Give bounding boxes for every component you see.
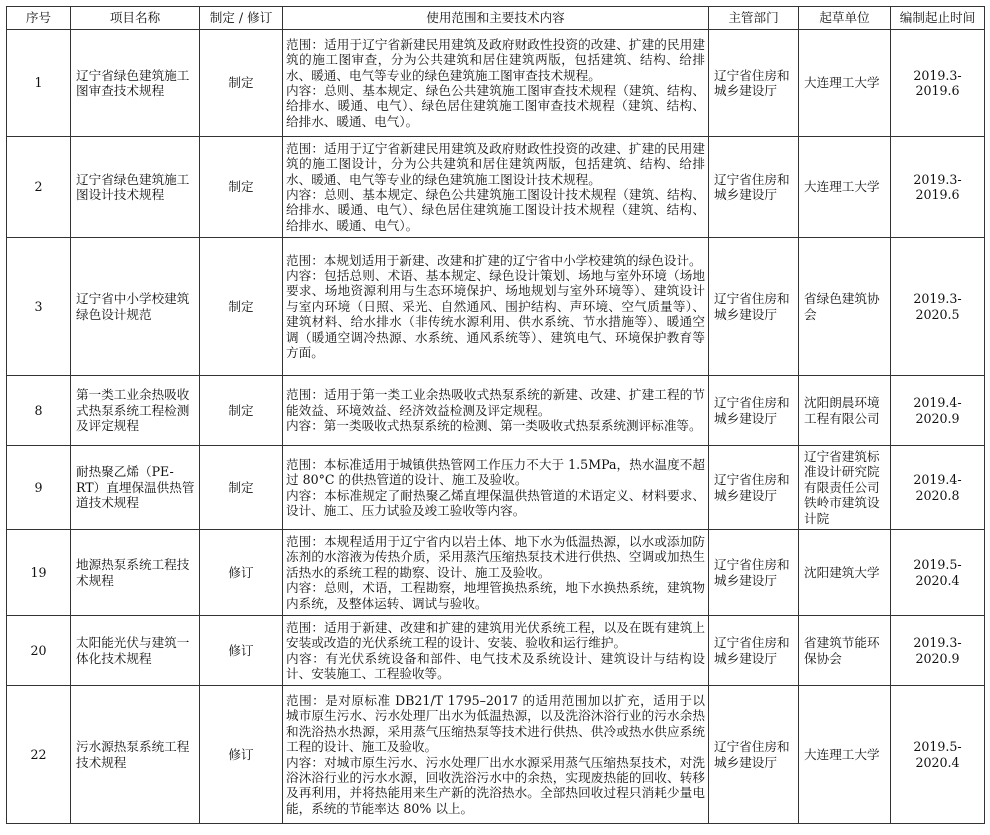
drafting-unit: 大连理工大学 — [799, 30, 891, 137]
content-text: 内容：对城市原生污水、污水处理厂出水水源采用蒸气压缩热泵技术，对洗浴沐浴行业的污水水源，回收洗浴污水中的余热，实现废热能的回收、转移及再利用，并将热能用来生产新的洗浴热水。全部热回收过程只消耗少量电能，系统的节能率达 80% 以上。 — [286, 754, 705, 816]
row-number: 22 — [7, 686, 71, 824]
table-row — [7, 686, 985, 824]
scope-text: 范围：适用于新建、改建和扩建的建筑用光伏系统工程，以及在既有建筑上安装或改造的光伏系统工程的设计、安装、验收和运行维护。 — [286, 619, 705, 651]
period: 2019.3-2020.5 — [891, 238, 985, 376]
drafting-unit: 大连理工大学 — [799, 686, 891, 824]
scope-cell — [283, 530, 709, 616]
content-text: 内容：有光伏系统设备和部件、电气技术及系统设计、建筑设计与结构设计、安装施工、工程验收等。 — [286, 650, 705, 681]
department: 辽宁省住房和城乡建设厅 — [709, 376, 799, 446]
department: 辽宁省住房和城乡建设厅 — [709, 238, 799, 376]
department: 辽宁省住房和城乡建设厅 — [709, 686, 799, 824]
department: 辽宁省住房和城乡建设厅 — [709, 30, 799, 137]
revision-type: 修订 — [200, 530, 283, 616]
table-row — [7, 30, 985, 137]
project-name: 污水源热泵系统工程技术规程 — [71, 686, 200, 824]
drafting-unit: 沈阳建筑大学 — [799, 530, 891, 616]
revision-type: 制定 — [200, 30, 283, 137]
period: 2019.3-2019.6 — [891, 30, 985, 137]
header-type: 制定 / 修订 — [200, 7, 283, 30]
period: 2019.4-2020.8 — [891, 446, 985, 530]
project-name: 辽宁省绿色建筑施工图审查技术规程 — [71, 30, 200, 137]
content-text: 内容：总则、基本规定、绿色公共建筑施工图设计技术规程（建筑、结构、给排水、暖通、电气）、绿色居住建筑施工图设计技术规程（建筑、结构、给排水、暖通、电气）。 — [286, 187, 705, 233]
scope-text: 范围：本标准适用于城镇供热管网工作压力不大于 1.5MPa，热水温度不超过 80°C 的供热管道的设计、施工及验收。 — [286, 456, 705, 488]
header-name: 项目名称 — [71, 7, 200, 30]
header-dept: 主管部门 — [709, 7, 799, 30]
period: 2019.4-2020.9 — [891, 376, 985, 446]
project-name: 太阳能光伏与建筑一体化技术规程 — [71, 616, 200, 686]
revision-type: 修订 — [200, 616, 283, 686]
project-name: 第一类工业余热吸收式热泵系统工程检测及评定规程 — [71, 376, 200, 446]
row-number: 20 — [7, 616, 71, 686]
drafting-unit: 辽宁省建筑标准设计研究院有限责任公司铁岭市建筑设计院 — [799, 446, 891, 530]
table-row — [7, 376, 985, 446]
revision-type: 制定 — [200, 238, 283, 376]
content-text: 内容：第一类吸收式热泵系统的检测、第一类吸收式热泵系统测评标准等。 — [286, 418, 702, 434]
revision-type: 制定 — [200, 446, 283, 530]
header-row — [7, 7, 985, 30]
scope-cell — [283, 30, 709, 137]
revision-type: 制定 — [200, 137, 283, 238]
period: 2019.5-2020.4 — [891, 686, 985, 824]
table-row — [7, 446, 985, 530]
header-drafter: 起草单位 — [799, 7, 891, 30]
department: 辽宁省住房和城乡建设厅 — [709, 446, 799, 530]
scope-text: 范围：适用于第一类工业余热吸收式热泵系统的新建、改建、扩建工程的节能效益、环境效益、经济效益检测及评定规程。 — [286, 387, 705, 418]
department: 辽宁省住房和城乡建设厅 — [709, 137, 799, 238]
scope-text: 范围：适用于辽宁省新建民用建筑及政府财政性投资的改建、扩建的民用建筑的施工图审查，分为公共建筑和居住建筑两版，包括建筑、结构、给排水、暖通、电气等专业的绿色建筑施工图审查技术规程。 — [286, 36, 705, 83]
scope-cell — [283, 446, 709, 530]
scope-cell — [283, 376, 709, 446]
department: 辽宁省住房和城乡建设厅 — [709, 530, 799, 616]
scope-cell — [283, 238, 709, 376]
scope-cell — [283, 686, 709, 824]
header-no: 序号 — [7, 7, 71, 30]
row-number: 1 — [7, 30, 71, 137]
project-name: 耐热聚乙烯（PE-RT）直埋保温供热管道技术规程 — [71, 446, 200, 530]
content-text: 内容：本标准规定了耐热聚乙烯直埋保温供热管道的术语定义、材料要求、设计、施工、压力试验及竣工验收等内容。 — [286, 487, 705, 518]
header-period: 编制起止时间 — [891, 7, 985, 30]
scope-text: 范围：本规划适用于新建、改建和扩建的辽宁省中小学校建筑的绿色设计。 — [286, 252, 702, 268]
period: 2019.3-2020.9 — [891, 616, 985, 686]
revision-type: 修订 — [200, 686, 283, 824]
content-text: 内容：总则，术语，工程勘察，地埋管换热系统，地下水换热系统，建筑物内系统，及整体运转、调试与验收。 — [286, 580, 705, 611]
table-row — [7, 137, 985, 238]
scope-cell — [283, 616, 709, 686]
table-row — [7, 238, 985, 376]
project-name: 辽宁省绿色建筑施工图设计技术规程 — [71, 137, 200, 238]
drafting-unit: 省绿色建筑协会 — [799, 238, 891, 376]
row-number: 3 — [7, 238, 71, 376]
period: 2019.3-2019.6 — [891, 137, 985, 238]
drafting-unit: 大连理工大学 — [799, 137, 891, 238]
drafting-unit: 省建筑节能环保协会 — [799, 616, 891, 686]
department: 辽宁省住房和城乡建设厅 — [709, 616, 799, 686]
content-text: 内容：总则、基本规定、绿色公共建筑施工图审查技术规程（建筑、结构、给排水、暖通、电气）、绿色居住建筑施工图审查技术规程（建筑、结构、给排水、暖通、电气）。 — [286, 83, 705, 129]
header-scope: 使用范围和主要技术内容 — [283, 7, 709, 30]
row-number: 2 — [7, 137, 71, 238]
scope-text: 范围：是对原标准 DB21/T 1795–2017 的适用范围加以扩充，适用于以城市原生污水、污水处理厂出水为低温热源，以及洗浴沐浴行业的污水余热和洗浴热水热源，采用蒸气压缩热泵等技术进行供热、供冷或热水供应系统工程的设计、施工及验收。 — [286, 692, 705, 755]
drafting-unit: 沈阳朗晨环境工程有限公司 — [799, 376, 891, 446]
row-number: 9 — [7, 446, 71, 530]
table-row — [7, 616, 985, 686]
scope-text: 范围：本规程适用于辽宁省内以岩土体、地下水为低温热源，以水或添加防冻剂的水溶液为传热介质，采用蒸汽压缩热泵技术进行供热、空调或加热生活热水的系统工程的勘察、设计、施工及验收。 — [286, 533, 705, 580]
table-row — [7, 530, 985, 616]
project-name: 地源热泵系统工程技术规程 — [71, 530, 200, 616]
scope-cell — [283, 137, 709, 238]
standards-table — [6, 6, 985, 824]
row-number: 19 — [7, 530, 71, 616]
scope-text: 范围：适用于辽宁省新建民用建筑及政府财政性投资的改建、扩建的民用建筑的施工图设计，分为公共建筑和居住建筑两版，包括建筑、结构、给排水、暖通、电气等专业的绿色建筑施工图设计技术规程。 — [286, 140, 705, 187]
period: 2019.5-2020.4 — [891, 530, 985, 616]
project-name: 辽宁省中小学校建筑绿色设计规范 — [71, 238, 200, 376]
content-text: 内容：包括总则、术语、基本规定、绿色设计策划、场地与室外环境（场地要求、场地资源利用与生态环境保护、场地规划与室外环境等）、建筑设计与室内环境（日照、采光、自然通风、围护结构、声环境、空气质量等）、建筑材料、给水排水（非传统水源利用、供水系统、节水措施等）、暖通空调（暖通空调冷热源、水系统、通风系统等）、建筑电气、环境保护教育等方面。 — [286, 267, 705, 361]
row-number: 8 — [7, 376, 71, 446]
revision-type: 制定 — [200, 376, 283, 446]
